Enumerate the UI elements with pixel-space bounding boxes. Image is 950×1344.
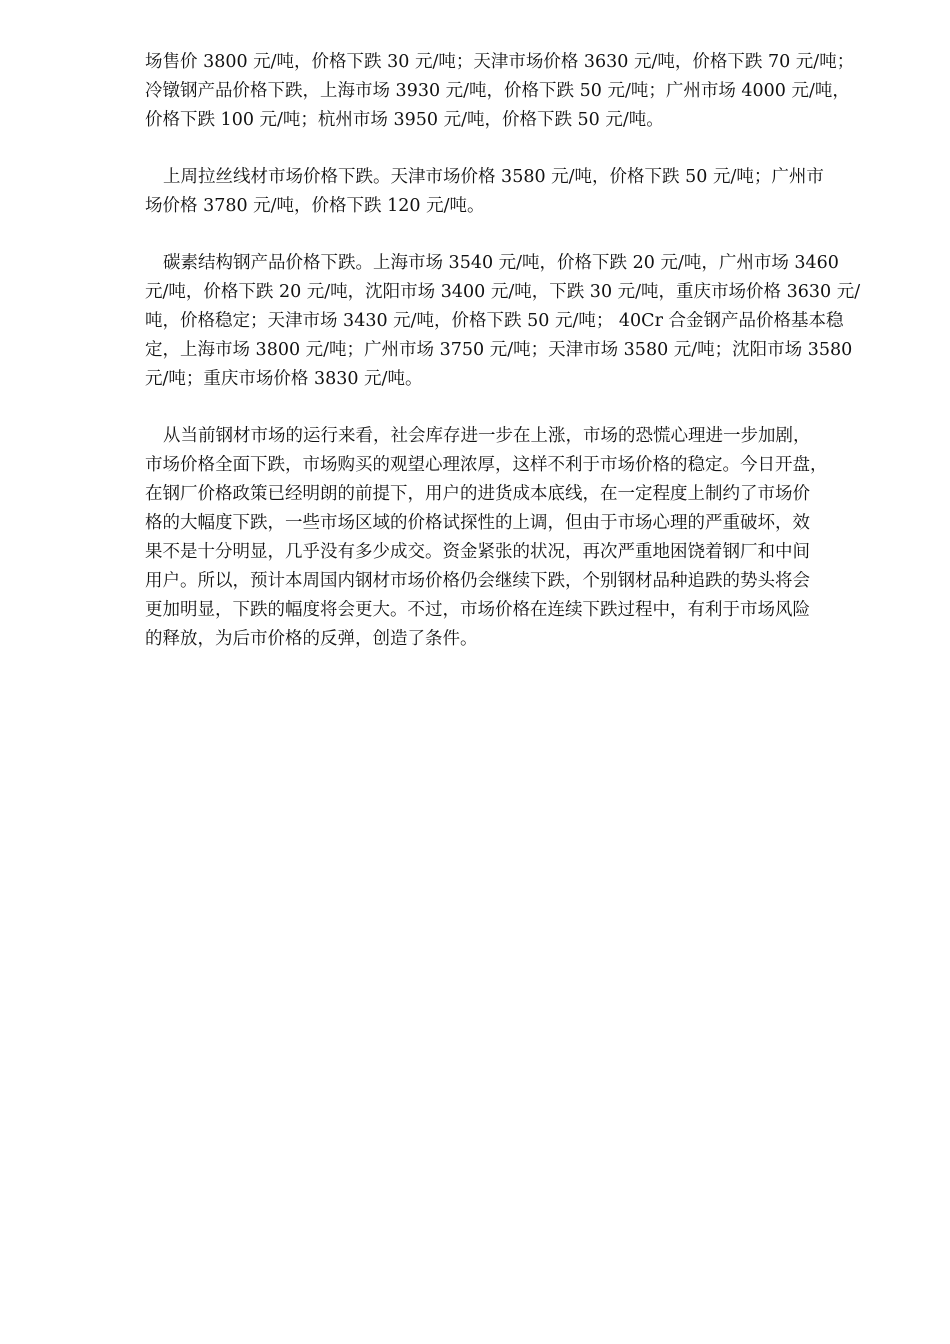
text-line: 定，上海市场 3800 元/吨；广州市场 3750 元/吨；天津市场 3580 元/吨；沈阳市场 3580 bbox=[145, 340, 853, 360]
text-line: 场售价 3800 元/吨，价格下跌 30 元/吨；天津市场价格 3630 元/吨，价格下跌 70 元/吨； bbox=[145, 52, 855, 72]
paragraph-price-summary bbox=[145, 48, 885, 135]
text-line: 在钢厂价格政策已经明朗的前提下，用户的进货成本底线，在一定程度上制约了市场价 bbox=[145, 484, 810, 504]
text-line: 吨，价格稳定；天津市场 3430 元/吨，价格下跌 50 元/吨； 40Cr 合金钢产品价格基本稳 bbox=[145, 311, 844, 331]
text-line: 格的大幅度下跌，一些市场区域的价格试探性的上调，但由于市场心理的严重破坏，效 bbox=[145, 513, 810, 533]
paragraph-carbon-structural-steel bbox=[145, 249, 885, 394]
text-line: 从当前钢材市场的运行来看，社会库存进一步在上涨，市场的恐慌心理进一步加剧， bbox=[163, 426, 811, 446]
text-line: 元/吨；重庆市场价格 3830 元/吨。 bbox=[145, 369, 423, 389]
text-line: 用户。所以，预计本周国内钢材市场价格仍会继续下跌，个别钢材品种追跌的势头将会 bbox=[145, 571, 810, 591]
text-line: 市场价格全面下跌，市场购买的观望心理浓厚，这样不利于市场价格的稳定。今日开盘， bbox=[145, 455, 828, 475]
text-line: 上周拉丝线材市场价格下跌。天津市场价格 3580 元/吨，价格下跌 50 元/吨；广州市 bbox=[163, 167, 824, 187]
text-line: 碳素结构钢产品价格下跌。上海市场 3540 元/吨，价格下跌 20 元/吨，广州市场 3460 bbox=[163, 253, 839, 273]
text-line: 价格下跌 100 元/吨；杭州市场 3950 元/吨，价格下跌 50 元/吨。 bbox=[145, 110, 664, 130]
text-line: 冷镦钢产品价格下跌，上海市场 3930 元/吨，价格下跌 50 元/吨；广州市场 4000 元/吨， bbox=[145, 81, 850, 101]
text-line: 元/吨，价格下跌 20 元/吨，沈阳市场 3400 元/吨，下跌 30 元/吨，重庆市场价格 3630 元/ bbox=[145, 282, 861, 302]
text-line: 更加明显，下跌的幅度将会更大。不过，市场价格在连续下跌过程中，有利于市场风险 bbox=[145, 600, 810, 620]
text-line: 的释放，为后市价格的反弹，创造了条件。 bbox=[145, 629, 478, 649]
paragraph-market-outlook bbox=[145, 422, 885, 654]
paragraph-wire-rod bbox=[145, 163, 885, 221]
text-line: 场价格 3780 元/吨，价格下跌 120 元/吨。 bbox=[145, 196, 485, 216]
document-body bbox=[145, 48, 885, 682]
text-line: 果不是十分明显，几乎没有多少成交。资金紧张的状况，再次严重地困饶着钢厂和中间 bbox=[145, 542, 810, 562]
